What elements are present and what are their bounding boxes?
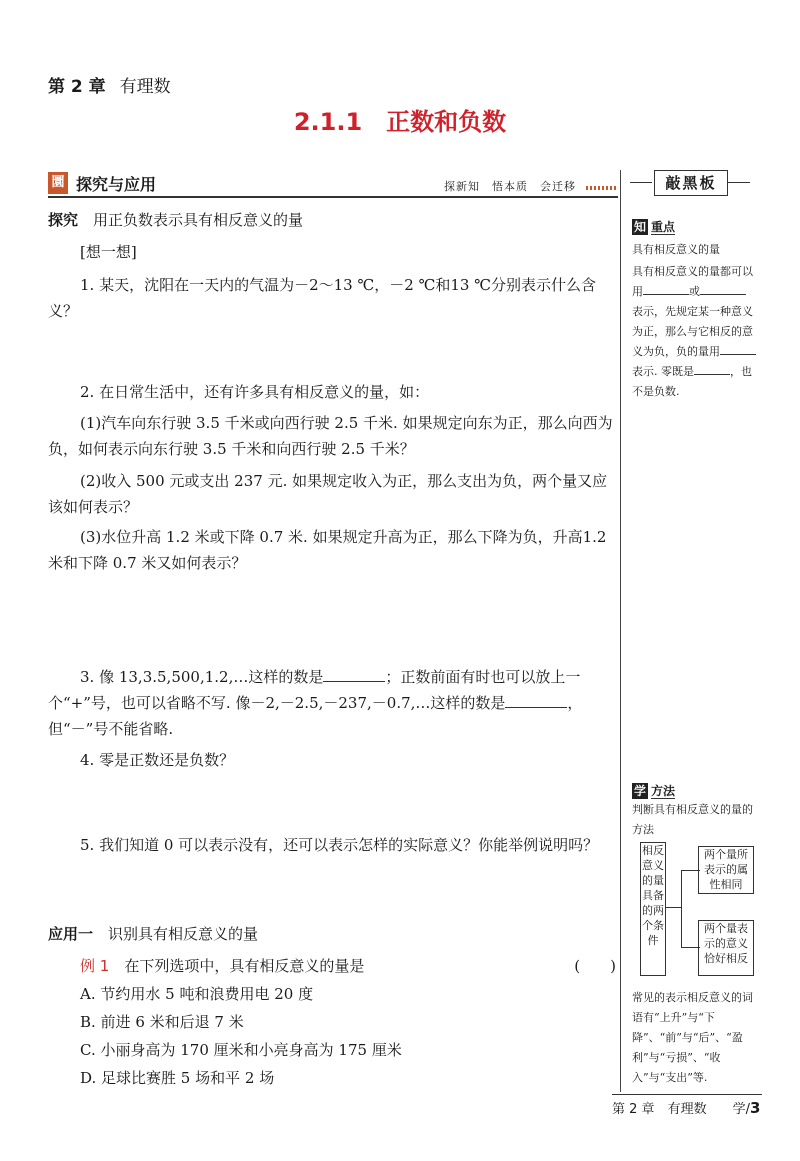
condition-2-box: 两个量表示的意义恰好相反 [698, 920, 754, 976]
sidebar-blank[interactable] [643, 283, 689, 295]
sidebar-header [630, 170, 750, 196]
section-number: 2.1.1 [293, 108, 363, 136]
kp-text-3: 表示，先规定某一种意义为正，那么与它相反的意义为负，负的量用 [632, 305, 753, 358]
sidebar-divider [620, 170, 621, 1092]
answer-paren[interactable]: ( ) [574, 957, 616, 975]
example-stem: 在下列选项中，具有相反意义的量是 [124, 957, 365, 975]
footer-name: 有理数 [667, 1102, 707, 1117]
page-title [0, 102, 800, 137]
question-3 [48, 664, 618, 742]
option-a[interactable]: A. 节约用水 5 吨和浪费用电 20 度 [80, 985, 314, 1003]
condition-1-box: 两个量所表示的属性相同 [698, 846, 754, 894]
section-tags: 探新知 悟本质 会迁移 [444, 180, 576, 193]
explore-title: 用正负数表示具有相反意义的量 [93, 211, 304, 229]
question-2-3: (3)水位升高 1.2 米或下降 0.7 米. 如果规定升高为正，那么下降为负，升高1.2 米和下降 0.7 米又如何表示？ [48, 528, 607, 572]
option-b[interactable]: B. 前进 6 米和后退 7 米 [80, 1013, 244, 1031]
think-label: [想一想] [80, 243, 137, 261]
footer-xue: 学/ [732, 1102, 750, 1117]
xue-icon: 学 [633, 784, 646, 798]
header-rule [630, 182, 652, 183]
footer-chapter: 第 2 章 [612, 1102, 655, 1117]
application-heading [48, 924, 618, 944]
explore-label: 探究 [48, 211, 79, 229]
kp-text-1: 具有相反意义的量都可以用 [632, 265, 753, 298]
sidebar-blank[interactable] [700, 283, 746, 295]
option-c[interactable]: C. 小丽身高为 170 厘米和小亮身高为 175 厘米 [80, 1041, 402, 1059]
chapter-heading [48, 72, 171, 97]
page-footer [612, 1098, 760, 1117]
example-1 [80, 956, 616, 976]
question-1: 1. 某天，沈阳在一天内的气温为－2～13 ℃，－2 ℃和13 ℃分别表示什么含义？ [48, 276, 596, 320]
explore-heading [48, 210, 618, 230]
q3-part-a: 3. 像 13,3.5,500,1.2,…这样的数是 [80, 668, 324, 686]
question-2-2: (2)收入 500 元或支出 237 元. 如果规定收入为正，那么支出为负，两个量又应该如何表示？ [48, 472, 608, 516]
connector-line [665, 907, 681, 908]
header-rule [728, 182, 750, 183]
conditions-box: 相反意义的量具备的两个条件 [640, 842, 666, 976]
answer-blank[interactable] [505, 693, 567, 708]
method-note: 常见的表示相反意义的词语有“上升”与“下降”、“前”与“后”、“盈利”与“亏损”、“收入”与“支出”等. [632, 991, 753, 1084]
kp-text-2: 或 [689, 285, 700, 298]
kp-text-4: 表示. 零既是 [632, 365, 694, 378]
q3-part-c: ，但“－”号不能省略. [48, 694, 583, 738]
section-rule [48, 196, 618, 198]
method-tag [632, 782, 675, 799]
chapter-name: 有理数 [119, 77, 171, 97]
footer-rule [612, 1094, 762, 1095]
section-icon: 圜 [48, 172, 68, 194]
question-5: 5. 我们知道 0 可以表示没有，还可以表示怎样的实际意义？你能举例说明吗？ [80, 836, 599, 854]
zhi-icon: 知 [633, 220, 646, 234]
key-point-heading: 具有相反意义的量 [632, 243, 720, 256]
q3-part-b: ；正数前面有时也可以放上一个“+”号，也可以省略不写. 像－2,－2.5,－237,－0.7,…这样的数是 [48, 668, 581, 712]
sidebar-blank[interactable] [720, 343, 756, 355]
method-heading: 判断具有相反意义的量的方法 [632, 803, 753, 836]
example-label: 例 1 [80, 957, 110, 975]
application-label: 应用一 [48, 925, 94, 943]
question-4: 4. 零是正数还是负数？ [80, 751, 235, 769]
section-title: 探究与应用 [76, 175, 157, 194]
question-2: 2. 在日常生活中，还有许多具有相反意义的量，如： [80, 383, 430, 401]
section-name: 正数和负数 [386, 108, 507, 136]
chapter-label: 第 2 章 [48, 77, 106, 97]
section-dots [586, 186, 616, 190]
option-d[interactable]: D. 足球比赛胜 5 场和平 2 场 [80, 1069, 275, 1087]
answer-blank[interactable] [323, 667, 385, 682]
question-2-1: (1)汽车向东行驶 3.5 千米或向西行驶 2.5 千米. 如果规定向东为正，那么向西为负，如何表示向东行驶 3.5 千米和向西行驶 2.5 千米？ [48, 414, 613, 458]
method-label: 方法 [651, 784, 676, 798]
sidebar-blank[interactable] [694, 363, 730, 375]
page-number: 3 [749, 1099, 761, 1117]
key-point-tag [632, 218, 675, 235]
application-title: 识别具有相反意义的量 [108, 925, 259, 943]
key-point-text [632, 262, 756, 402]
kp-text-5: ，也不是负数. [632, 365, 752, 398]
sidebar-title: 敲黑板 [654, 170, 728, 196]
key-point-label: 重点 [651, 220, 676, 234]
